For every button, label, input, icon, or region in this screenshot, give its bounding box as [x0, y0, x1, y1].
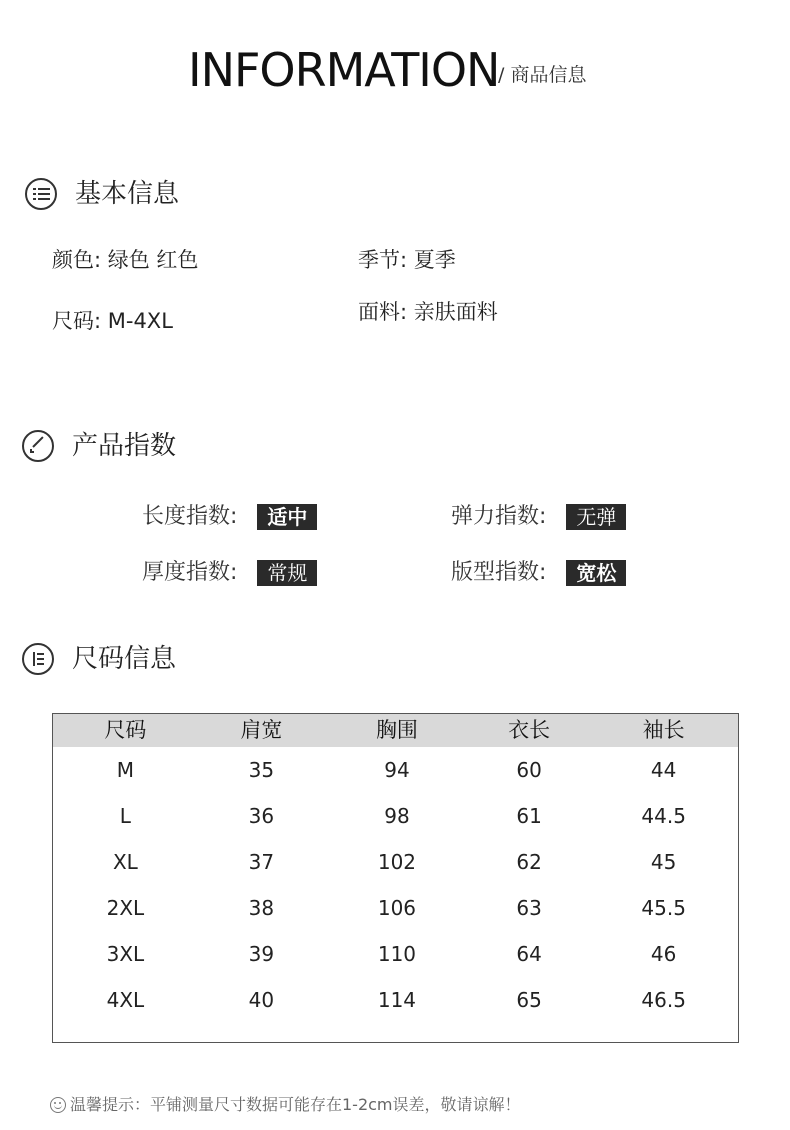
- index-length-badge: 适中: [257, 504, 317, 530]
- table-header-row: [53, 714, 738, 747]
- document-circle-icon: [22, 643, 54, 675]
- table-header-chest: 胸围: [375, 718, 418, 742]
- table-cell: 37: [248, 850, 275, 874]
- table-row: [53, 839, 738, 885]
- index-length-label: 长度指数:: [142, 504, 238, 529]
- page-subtitle: / 商品信息: [498, 64, 587, 86]
- index-elasticity-label: 弹力指数:: [451, 504, 547, 529]
- table-cell: 102: [377, 850, 417, 874]
- section-size-info-heading: 尺码信息: [72, 644, 177, 674]
- table-cell: 40: [248, 988, 275, 1012]
- table-header-shoulder: 肩宽: [240, 718, 283, 742]
- index-fit: [451, 558, 626, 588]
- index-elasticity-badge: 无弹: [566, 504, 626, 530]
- table-cell: 60: [516, 758, 542, 782]
- section-product-index-heading: 产品指数: [72, 431, 177, 461]
- info-season: 季节: 夏季: [358, 248, 456, 272]
- footer-note: [50, 1093, 521, 1117]
- smile-icon: [50, 1097, 66, 1113]
- footer-note-text: 温馨提示：平铺测量尺寸数据可能存在1-2cm误差，敬请谅解！: [70, 1095, 521, 1114]
- size-table: [52, 713, 739, 1043]
- page-title: INFORMATION: [188, 43, 500, 97]
- table-cell: M: [116, 758, 135, 782]
- table-cell: 62: [516, 850, 542, 874]
- table-cell: 63: [516, 896, 542, 920]
- section-size-info: [22, 642, 176, 676]
- gauge-circle-icon: [22, 430, 54, 462]
- table-cell: 106: [377, 896, 417, 920]
- index-fit-badge: 宽松: [566, 560, 626, 586]
- table-cell: 44.5: [641, 804, 686, 828]
- table-cell: 94: [384, 758, 410, 782]
- table-cell: 64: [516, 942, 542, 966]
- list-circle-icon: [25, 178, 57, 210]
- table-header-size: 尺码: [104, 718, 147, 742]
- table-cell: 3XL: [106, 942, 145, 966]
- section-product-index: [22, 429, 176, 463]
- table-row: [53, 977, 738, 1023]
- table-row: [53, 793, 738, 839]
- table-cell: 38: [248, 896, 275, 920]
- table-cell: 2XL: [106, 896, 145, 920]
- index-fit-label: 版型指数:: [451, 560, 547, 585]
- table-cell: XL: [112, 850, 138, 874]
- table-header-length: 衣长: [508, 718, 551, 742]
- index-thickness-badge: 常规: [257, 560, 317, 586]
- table-cell: 45.5: [641, 896, 686, 920]
- section-basic-info: [25, 177, 179, 211]
- info-size: 尺码: M-4XL: [52, 309, 173, 333]
- table-cell: 114: [377, 988, 417, 1012]
- table-header-sleeve: 袖长: [642, 718, 685, 742]
- table-cell: 98: [384, 804, 410, 828]
- index-thickness: [142, 558, 317, 588]
- info-color: 颜色: 绿色 红色: [52, 248, 199, 272]
- index-thickness-label: 厚度指数:: [142, 560, 238, 585]
- table-cell: 46: [650, 942, 677, 966]
- table-cell: 46.5: [641, 988, 686, 1012]
- index-length: [142, 502, 317, 532]
- table-row: [53, 747, 738, 793]
- table-cell: 61: [516, 804, 542, 828]
- table-cell: 36: [248, 804, 275, 828]
- table-cell: L: [119, 804, 131, 828]
- table-row: [53, 931, 738, 977]
- table-cell: 110: [377, 942, 417, 966]
- table-cell: 45: [650, 850, 677, 874]
- index-elasticity: [451, 502, 626, 532]
- table-cell: 35: [248, 758, 275, 782]
- table-cell: 39: [248, 942, 275, 966]
- table-cell: 4XL: [106, 988, 145, 1012]
- info-fabric: 面料: 亲肤面料: [358, 300, 498, 324]
- table-cell: 65: [516, 988, 542, 1012]
- section-basic-info-heading: 基本信息: [75, 179, 180, 209]
- table-cell: 44: [650, 758, 677, 782]
- table-row: [53, 885, 738, 931]
